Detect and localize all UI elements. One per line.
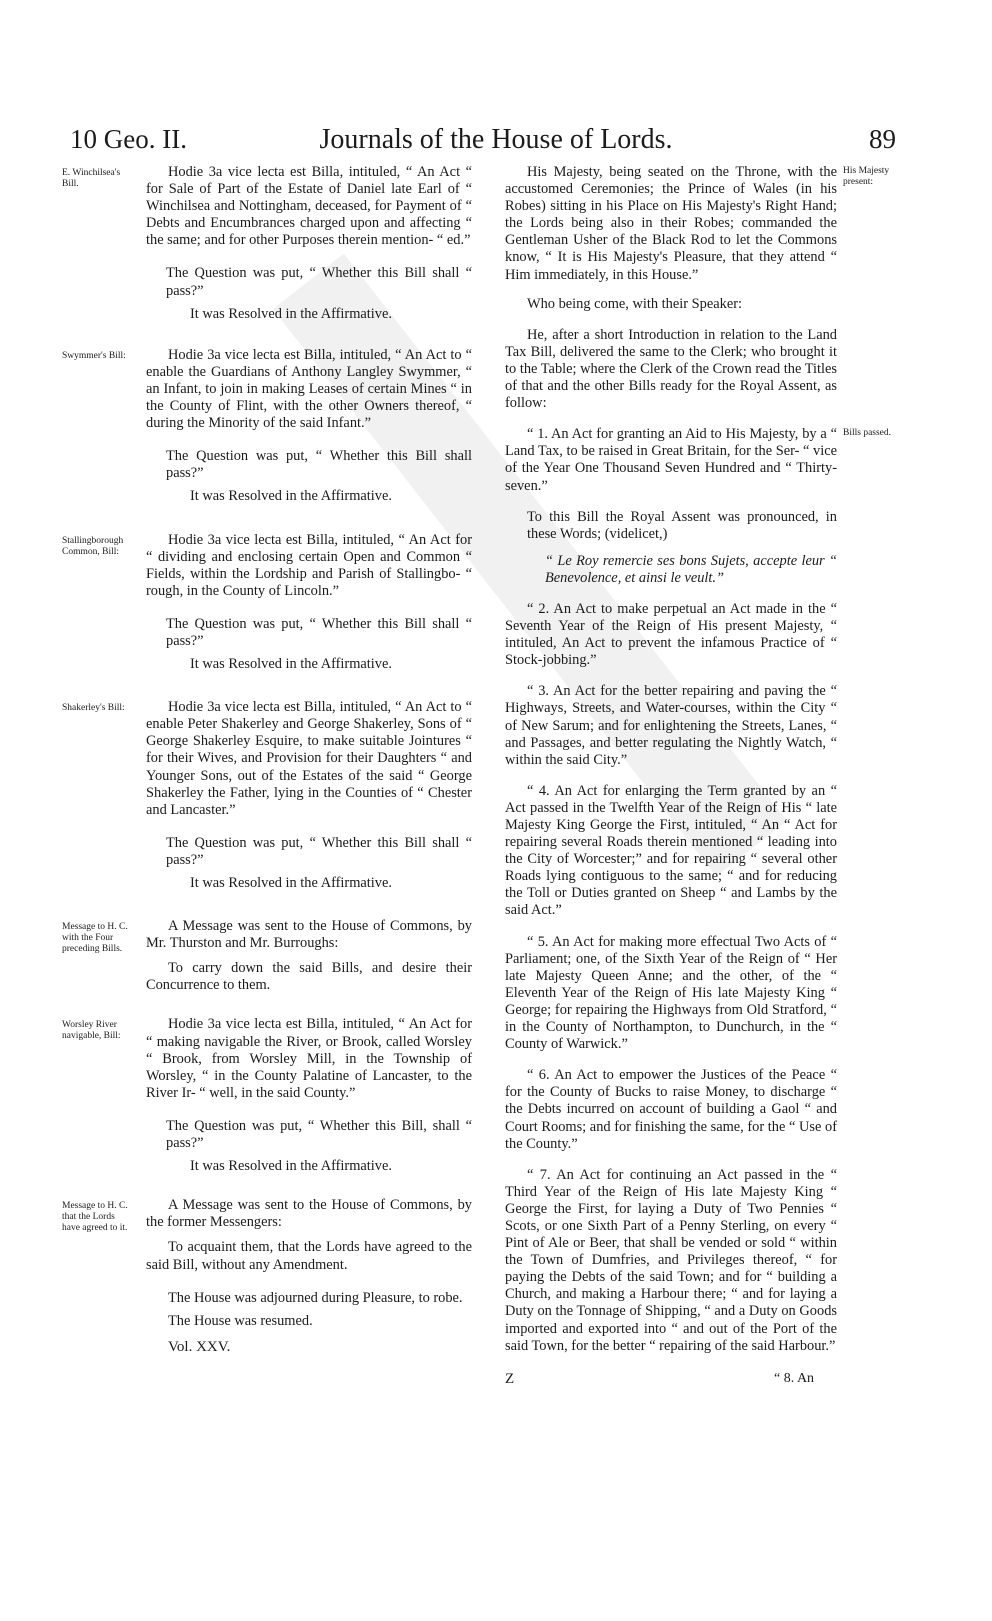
bill-7: “ 7. An Act for continuing an Act passed in the “ Third Year of the Reign of His late Majesty King “ George the First, for laying a Duty of Two Pennies “ Scots, or one Sixth Part of a Penny Sterling, on every “ Pint of Ale or Beer, that shall be vended or sold “ within the Town of Dumfries, and Privileges thereof, “ for paying the Debts of the said Town; and for “ building a Church, and making a Harbour there; “ and for laying a Duty on the Tonnage of Shipping, “ and a Duty on Goods imported and exported into “ and out of the Port of the said Town, for the better “ repairing of the said Harbour.”: [505, 1166, 837, 1354]
resumed-note: The House was resumed.: [168, 1312, 313, 1329]
intro-text: His Majesty, being seated on the Throne, with the accustomed Ceremonies; the Prince of Wales (in his Robes) sitting in his Place on His Majesty's Right Hand; the Lords being also in their Robes; commanded the Gentleman Usher of the Black Rod to let the Commons know, “ It is His Majesty's Pleasure, that they attend “ Him immediately, in this House.”: [505, 164, 837, 283]
entry-text-2: To carry down the said Bills, and desire their Concurrence to them.: [146, 960, 472, 994]
volume-mark: Vol. XXV.: [168, 1339, 231, 1355]
margin-note: E. Winchilsea's Bill.: [62, 168, 121, 189]
entry-text: Hodie 3a vice lecta est Billa, intituled, “ An Act to “ enable Peter Shakerley and George Shakerley, Sons of “ George Shakerley Esquire, to make suitable Jointures “ for their Wives, and Provision for their Daughters “ and Younger Sons, out of the Estates of the said “ George Shakerley the Father, lying in the Counties of “ Chester and Lancaster.”: [146, 699, 472, 818]
assent-formula: “ Le Roy remercie ses bons Sujets, accepte leur “ Benevolence, et ainsi le veult.”: [545, 552, 837, 586]
margin-note: Stallingborough Common, Bill:: [62, 535, 124, 557]
bill-text: “ 1. An Act for granting an Aid to His Majesty, by a “ Land Tax, to be raised in Great Britain, for the Ser- “ vice of the Year One Thousand Seven Hundred and “ Thirty-seven.”: [505, 426, 837, 494]
resolution: It was Resolved in the Affirmative.: [190, 875, 392, 891]
entry-worsley: [62, 1016, 472, 1175]
bill-5: “ 5. An Act for making more effectual Two Acts of “ Parliament; one, of the Sixth Year of the Reign of “ Her late Majesty Queen Anne; and the other, of the “ Eleventh Year of the Reign of His late Majesty King “ George; for repairing the Highways from Old Stratford, “ in the County of Northampton, to Dunchurch, in the “ County of Warwick.”: [505, 933, 837, 1053]
bill-3: “ 3. An Act for the better repairing and paving the “ Highways, Streets, and Water-courses, within the City “ of New Sarum; and for enlightening the Streets, Lanes, “ and Passages, and better regulating the Nightly Watch, “ within the said City.”: [505, 683, 837, 768]
running-head-left: 10 Geo. II.: [70, 124, 187, 154]
margin-note: Message to H. C. with the Four preceding Bills.: [62, 922, 128, 955]
resolution: It was Resolved in the Affirmative.: [190, 1158, 392, 1175]
entry-swymmer: [62, 346, 472, 506]
entry-stallingborough: [62, 531, 472, 674]
catchword: “ 8. An: [774, 1371, 815, 1386]
margin-note-majesty: His Majesty present:: [843, 166, 890, 187]
entry-message-agreed: [62, 1197, 472, 1273]
entry-text-2: To acquaint them, that the Lords have agreed to the said Bill, without any Amendment.: [146, 1239, 472, 1273]
bill-1: [505, 426, 892, 494]
entry-message-four-bills: [62, 918, 472, 994]
entry-text: Hodie 3a vice lecta est Billa, intituled, “ An Act for “ making navigable the River, or Brook, called Worsley “ Brook, from Worsley Mill, in the Township of Worsley, “ in the County Palatine of Lancaster, to the River Ir- “ well, in the said County.”: [146, 1016, 472, 1101]
running-head-title: Journals of the House of Lords.: [319, 124, 673, 155]
question: The Question was put, “ Whether this Bill shall “ pass?”: [166, 615, 472, 649]
entry-text: A Message was sent to the House of Commons, by the former Messengers:: [146, 1197, 472, 1231]
entry-text: Hodie 3a vice lecta est Billa, intituled, “ An Act “ for Sale of Part of the Estate of Daniel late Earl of “ Winchilsea and Nottingham, deceased, for Payment of “ Debts and Encumbrances charged upon and affecting “ the same; and for other Purposes therein mention- “ ed.”: [146, 164, 472, 249]
entry-text: Hodie 3a vice lecta est Billa, intituled, “ An Act to “ enable the Guardians of Anthony Langley Swymmer, “ an Infant, to join in making Leases of certain Mines “ in the County of Flint, with the other Owners thereof, “ during the Minority of the said Infant.”: [146, 346, 472, 432]
margin-note: Swymmer's Bill:: [62, 350, 126, 361]
majesty-entry: [505, 164, 890, 284]
adjourned-note: The House was adjourned during Pleasure, to robe.: [168, 1289, 463, 1306]
resolution: It was Resolved in the Affirmative.: [190, 305, 392, 322]
margin-note: Shakerley's Bill:: [62, 703, 125, 714]
resolution: It was Resolved in the Affirmative.: [190, 488, 392, 505]
assent-text: To this Bill the Royal Assent was pronounced, in these Words; (videlicet,): [527, 508, 837, 542]
bill-4: “ 4. An Act for enlarging the Term granted by an “ Act passed in the Twelfth Year of the Reign of His “ late Majesty King George the First, intituled, “ An “ Act for repairing several Roads therein mentioned “ leading into the City of Worcester;” and for repairing “ several other Roads lying contiguous to the same; “ and for reducing the Toll or Duties granted on Sheep “ and Lambs by the said Act.”: [505, 782, 837, 919]
margin-note: Worsley River navigable, Bill:: [62, 1020, 121, 1042]
entry-shakerley: [62, 699, 472, 892]
entry-text: Hodie 3a vice lecta est Billa, intituled, “ An Act for “ dividing and enclosing certain Open and Common “ Fields, within the Lordship and Parish of Stallingbo- “ rough, in the County of Lincoln.”: [146, 531, 472, 599]
speaker-text: He, after a short Introduction in relation to the Land Tax Bill, delivered the same to the Clerk; who brought it to the Table; where the Clerk of the Crown read the Titles of that and the other Bills ready for the Royal Assent, as follow:: [505, 326, 837, 412]
signature-mark: Z: [505, 1371, 515, 1387]
page-number: 89: [869, 124, 896, 154]
commons-arrive: Who being come, with their Speaker:: [527, 295, 742, 312]
right-column: [505, 164, 892, 1355]
bill-2: “ 2. An Act to make perpetual an Act made in the “ Seventh Year of the Reign of His present Majesty, “ intituled, An Act to prevent the infamous Practice of “ Stock-jobbing.”: [505, 600, 837, 669]
margin-note: Message to H. C. that the Lords have agreed to it.: [62, 1201, 128, 1234]
margin-note-bills: Bills passed.: [843, 428, 892, 439]
entry-winchilsea: [62, 164, 472, 323]
question: The Question was put, “ Whether this Bill shall “ pass?”: [166, 834, 472, 868]
bill-6: “ 6. An Act to empower the Justices of the Peace “ for the County of Bucks to raise Money, to discharge “ the Debts incurred on account of building a Gaol “ and Court Rooms; and for finishing the same, for the “ Use of the County.”: [505, 1067, 837, 1152]
left-column: [62, 164, 472, 1330]
resolution: It was Resolved in the Affirmative.: [190, 656, 392, 673]
entry-text: A Message was sent to the House of Commons, by Mr. Thurston and Mr. Burroughs:: [146, 918, 472, 952]
question: The Question was put, “ Whether this Bill shall pass?”: [166, 448, 472, 482]
question: The Question was put, “ Whether this Bill, shall “ pass?”: [166, 1117, 472, 1152]
question: The Question was put, “ Whether this Bill shall “ pass?”: [166, 265, 472, 299]
